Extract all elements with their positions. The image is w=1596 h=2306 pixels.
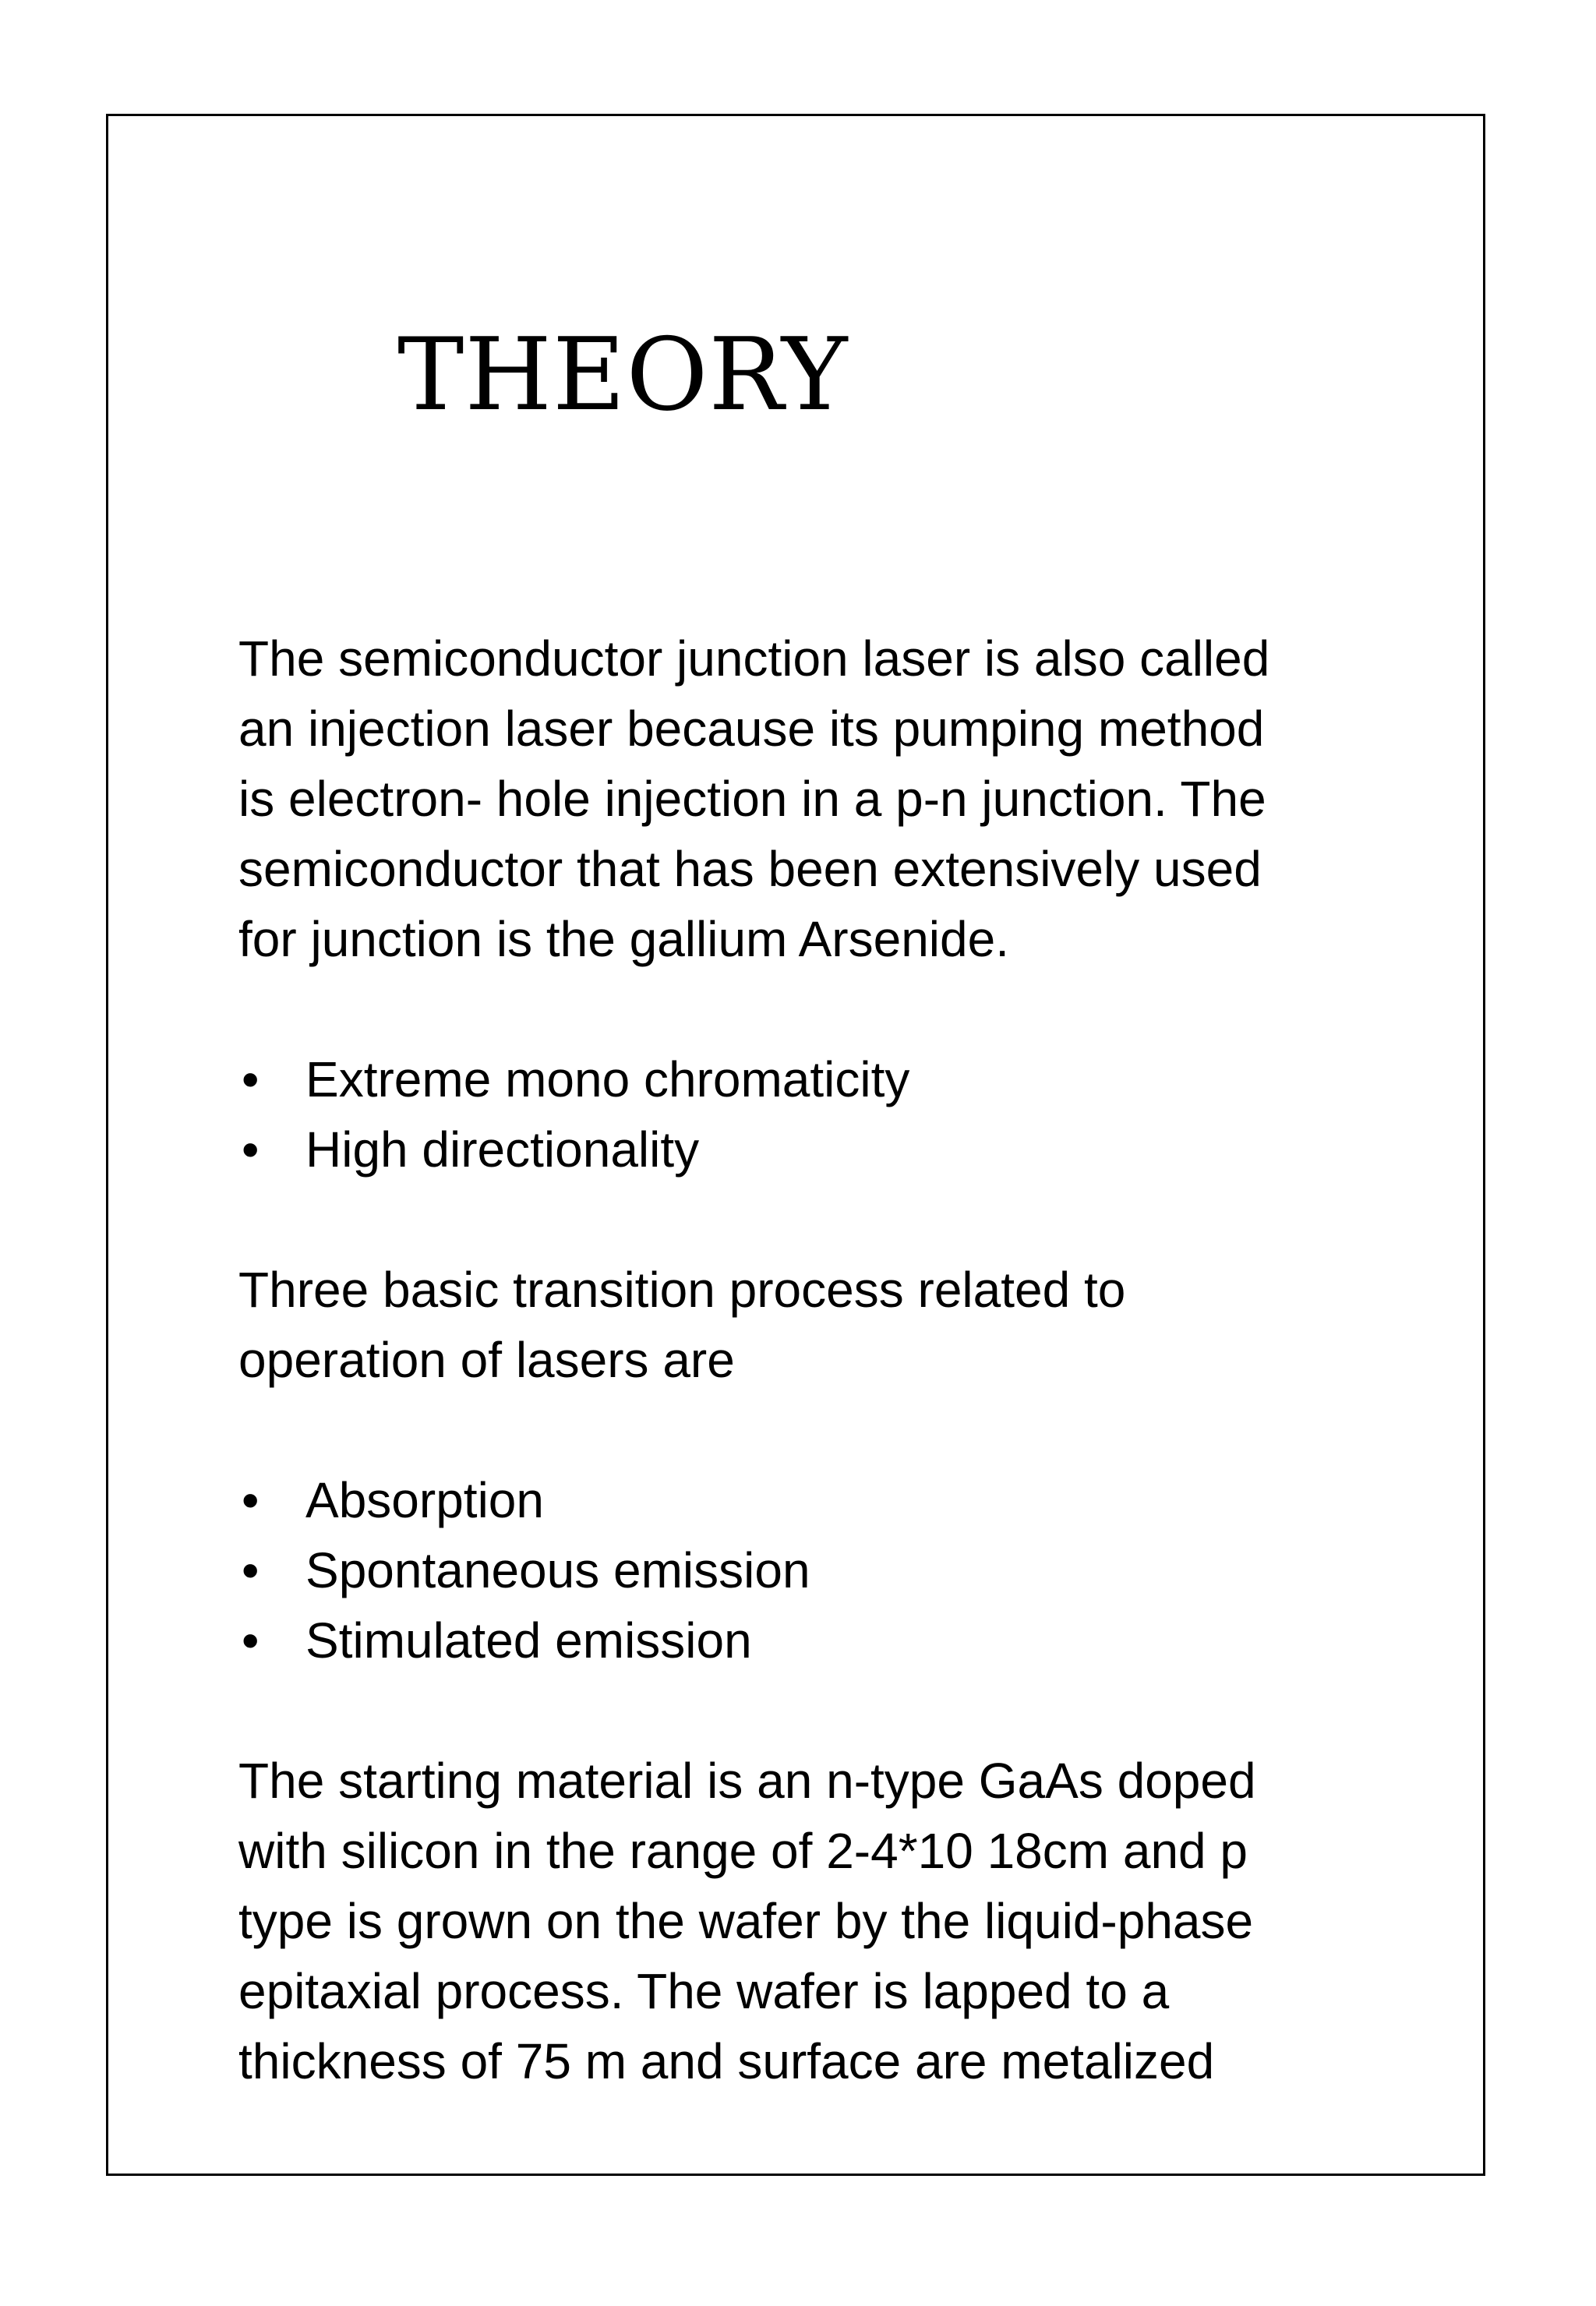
transition-paragraph: Three basic transition process related to operation of lasers are <box>238 1262 1126 1388</box>
intro-paragraph: The semiconductor junction laser is also called an injection laser because its pumping method is electron- hole injection in a p-n junction. The semiconductor that has been extensively used for junction is the gallium Arsenide. <box>238 630 1270 967</box>
transition-process-list <box>238 1465 1454 1676</box>
bullet-icon: • <box>242 1542 260 1598</box>
list-item <box>238 1465 1454 1535</box>
list-item-text: Stimulated emission <box>305 1612 752 1669</box>
list-item <box>238 1605 1454 1676</box>
list-item-text: Spontaneous emission <box>305 1542 810 1598</box>
spacer <box>238 1676 1454 1746</box>
material-paragraph: The starting material is an n-type GaAs doped with silicon in the range of 2-4*10 18cm and p type is grown on the wafer by the liquid-phase epitaxial process. The wafer is lapped to a thickness of 75 m and surface are metalized <box>238 1753 1256 2089</box>
bullet-icon: • <box>242 1121 260 1178</box>
list-item <box>238 1535 1454 1605</box>
list-item <box>238 1114 1454 1185</box>
spacer <box>238 974 1454 1044</box>
properties-list <box>238 1044 1454 1185</box>
spacer <box>238 1185 1454 1255</box>
list-item-text: Absorption <box>305 1472 544 1528</box>
bullet-icon: • <box>242 1472 260 1528</box>
bullet-icon: • <box>242 1051 260 1107</box>
page-title: THEORY <box>397 317 849 433</box>
list-item-text: High directionality <box>305 1121 700 1178</box>
list-item-text: Extreme mono chromaticity <box>305 1051 910 1107</box>
bullet-icon: • <box>242 1612 260 1669</box>
spacer <box>238 1395 1454 1465</box>
document-body <box>238 623 1454 2096</box>
list-item <box>238 1044 1454 1114</box>
